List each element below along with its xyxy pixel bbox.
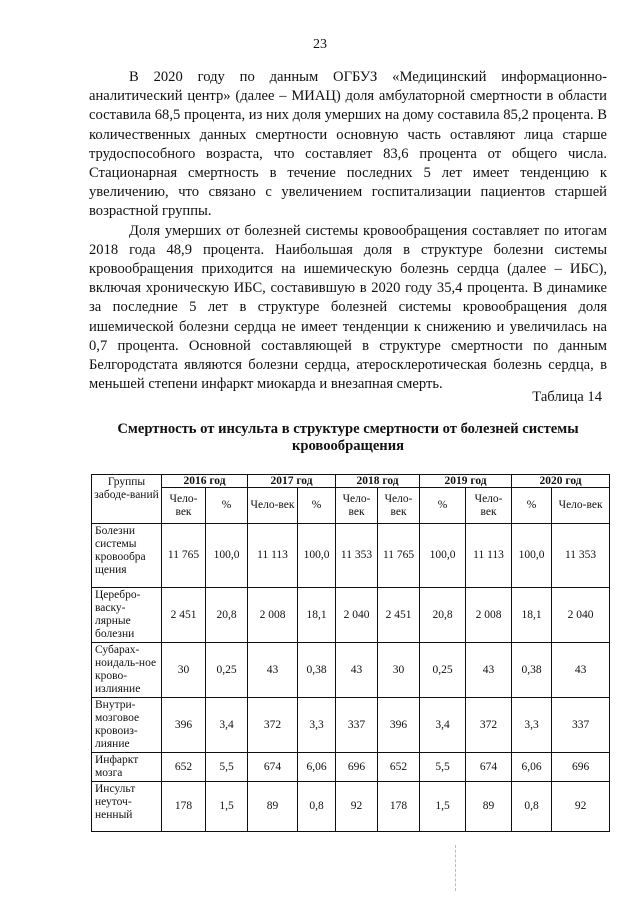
table-header-subheaders [92, 488, 610, 524]
row-group-label: Болезни системы кровообра щения [92, 524, 162, 588]
table-cell: 30 [378, 643, 420, 698]
table-cell: 30 [162, 643, 206, 698]
table-cell: 0,38 [512, 643, 552, 698]
mortality-table [91, 474, 610, 832]
table-cell: 11 353 [552, 524, 610, 588]
table-cell: 337 [552, 698, 610, 753]
row-group-label: Внутри-мозговое кровоиз-лияние [92, 698, 162, 753]
table-cell: 674 [248, 753, 298, 782]
table-cell: 20,8 [420, 588, 466, 643]
group-header: Группы забоде-ваний [92, 475, 162, 524]
table-label: Таблица 14 [532, 389, 602, 405]
year-header: 2019 год [420, 475, 512, 488]
table-cell: 696 [552, 753, 610, 782]
table-cell: 2 040 [552, 588, 610, 643]
table-row [92, 753, 610, 782]
table-cell: 652 [162, 753, 206, 782]
paragraph: Доля умерших от болезней системы кровообращения составляет по итогам 2018 года 48,9 процента. Наибольшая доля в структуре болезни системы кровообращения приходится на ишемическую болезнь сердца (далее – ИБС), включая хроническую ИБС, составившую в 2020 году 35,4 процента. В динамике за последние 5 лет в структуре болезней системы кровообращения доля ишемической болезни сердца не имеет тенденции к снижению и увеличилась на 0,7 процента. Основной составляющей в структуре смертности по данным Белгородстата являются болезни сердца, атеросклеротическая болезнь сердца, в меньшей степени инфаркт миокарда и внезапная смерть. [89, 222, 607, 393]
table-cell: 674 [466, 753, 512, 782]
subheader: % [512, 488, 552, 524]
table-cell: 1,5 [206, 782, 248, 832]
table-cell: 1,5 [420, 782, 466, 832]
table-cell: 696 [336, 753, 378, 782]
table-cell: 100,0 [420, 524, 466, 588]
subheader: Чело-век [162, 488, 206, 524]
table-cell: 0,25 [420, 643, 466, 698]
table-row [92, 782, 610, 832]
table-cell: 18,1 [298, 588, 336, 643]
margin-mark [455, 845, 457, 891]
body-text [89, 68, 607, 394]
table-cell: 0,38 [298, 643, 336, 698]
table-cell: 396 [162, 698, 206, 753]
table-cell: 11 765 [162, 524, 206, 588]
row-group-label: Субарах-ноидаль-ное крово-излияние [92, 643, 162, 698]
table-cell: 372 [466, 698, 512, 753]
table-cell: 2 451 [162, 588, 206, 643]
page-number: 23 [313, 37, 327, 52]
table-cell: 43 [552, 643, 610, 698]
table-cell: 2 008 [248, 588, 298, 643]
table-cell: 100,0 [206, 524, 248, 588]
row-group-label: Инфаркт мозга [92, 753, 162, 782]
table-cell: 178 [378, 782, 420, 832]
table-cell: 100,0 [512, 524, 552, 588]
table-cell: 43 [248, 643, 298, 698]
table-row [92, 588, 610, 643]
row-group-label: Инсульт неуточ-ненный [92, 782, 162, 832]
year-header: 2020 год [512, 475, 610, 488]
table-cell: 3,4 [206, 698, 248, 753]
table-cell: 6,06 [512, 753, 552, 782]
table-row [92, 698, 610, 753]
subheader: Чело-век [552, 488, 610, 524]
subheader: % [420, 488, 466, 524]
table-cell: 11 113 [248, 524, 298, 588]
table-cell: 20,8 [206, 588, 248, 643]
subheader: Чело-век [336, 488, 378, 524]
table-cell: 337 [336, 698, 378, 753]
table-title: Смертность от инсульта в структуре смертности от болезней системы кровообращения [117, 421, 579, 454]
table-cell: 0,25 [206, 643, 248, 698]
table-cell: 11 353 [336, 524, 378, 588]
table-cell: 0,8 [512, 782, 552, 832]
table-row [92, 524, 610, 588]
table-cell: 396 [378, 698, 420, 753]
paragraph: В 2020 году по данным ОГБУЗ «Медицинский информационно-аналитический центр» (далее – МИАЦ) доля амбулаторной смертности в области составила 68,5 процента, из них доля умерших на дому составила 85,2 процента. В количественных данных смертности основную часть оставляют лица старше трудоспособного возраста, что составляет 83,6 процента от общего числа. Стационарная смертность в течение последних 5 лет имеет тенденцию к увеличению, что связано с увеличением госпитализации пациентов старшей возрастной группы. [89, 69, 607, 220]
table-cell: 5,5 [206, 753, 248, 782]
year-header: 2017 год [248, 475, 336, 488]
table-cell: 92 [552, 782, 610, 832]
table-cell: 5,5 [420, 753, 466, 782]
table-cell: 100,0 [298, 524, 336, 588]
table-cell: 89 [248, 782, 298, 832]
year-header: 2018 год [336, 475, 420, 488]
table-cell: 11 113 [466, 524, 512, 588]
subheader: % [206, 488, 248, 524]
table-cell: 3,3 [512, 698, 552, 753]
table-cell: 2 040 [336, 588, 378, 643]
table-cell: 652 [378, 753, 420, 782]
row-group-label: Церебро-васку-лярные болезни [92, 588, 162, 643]
table-cell: 89 [466, 782, 512, 832]
table-cell: 0,8 [298, 782, 336, 832]
subheader: Чело-век [378, 488, 420, 524]
table-cell: 6,06 [298, 753, 336, 782]
table-cell: 18,1 [512, 588, 552, 643]
table-cell: 2 451 [378, 588, 420, 643]
table-cell: 3,4 [420, 698, 466, 753]
table-cell: 43 [336, 643, 378, 698]
table-cell: 2 008 [466, 588, 512, 643]
table-cell: 3,3 [298, 698, 336, 753]
subheader: % [298, 488, 336, 524]
year-header: 2016 год [162, 475, 248, 488]
table-row [92, 643, 610, 698]
table-cell: 178 [162, 782, 206, 832]
subheader: Чело-век [248, 488, 298, 524]
table-cell: 11 765 [378, 524, 420, 588]
table-header-years [92, 475, 610, 488]
table-cell: 372 [248, 698, 298, 753]
subheader: Чело-век [466, 488, 512, 524]
table-cell: 43 [466, 643, 512, 698]
table-cell: 92 [336, 782, 378, 832]
